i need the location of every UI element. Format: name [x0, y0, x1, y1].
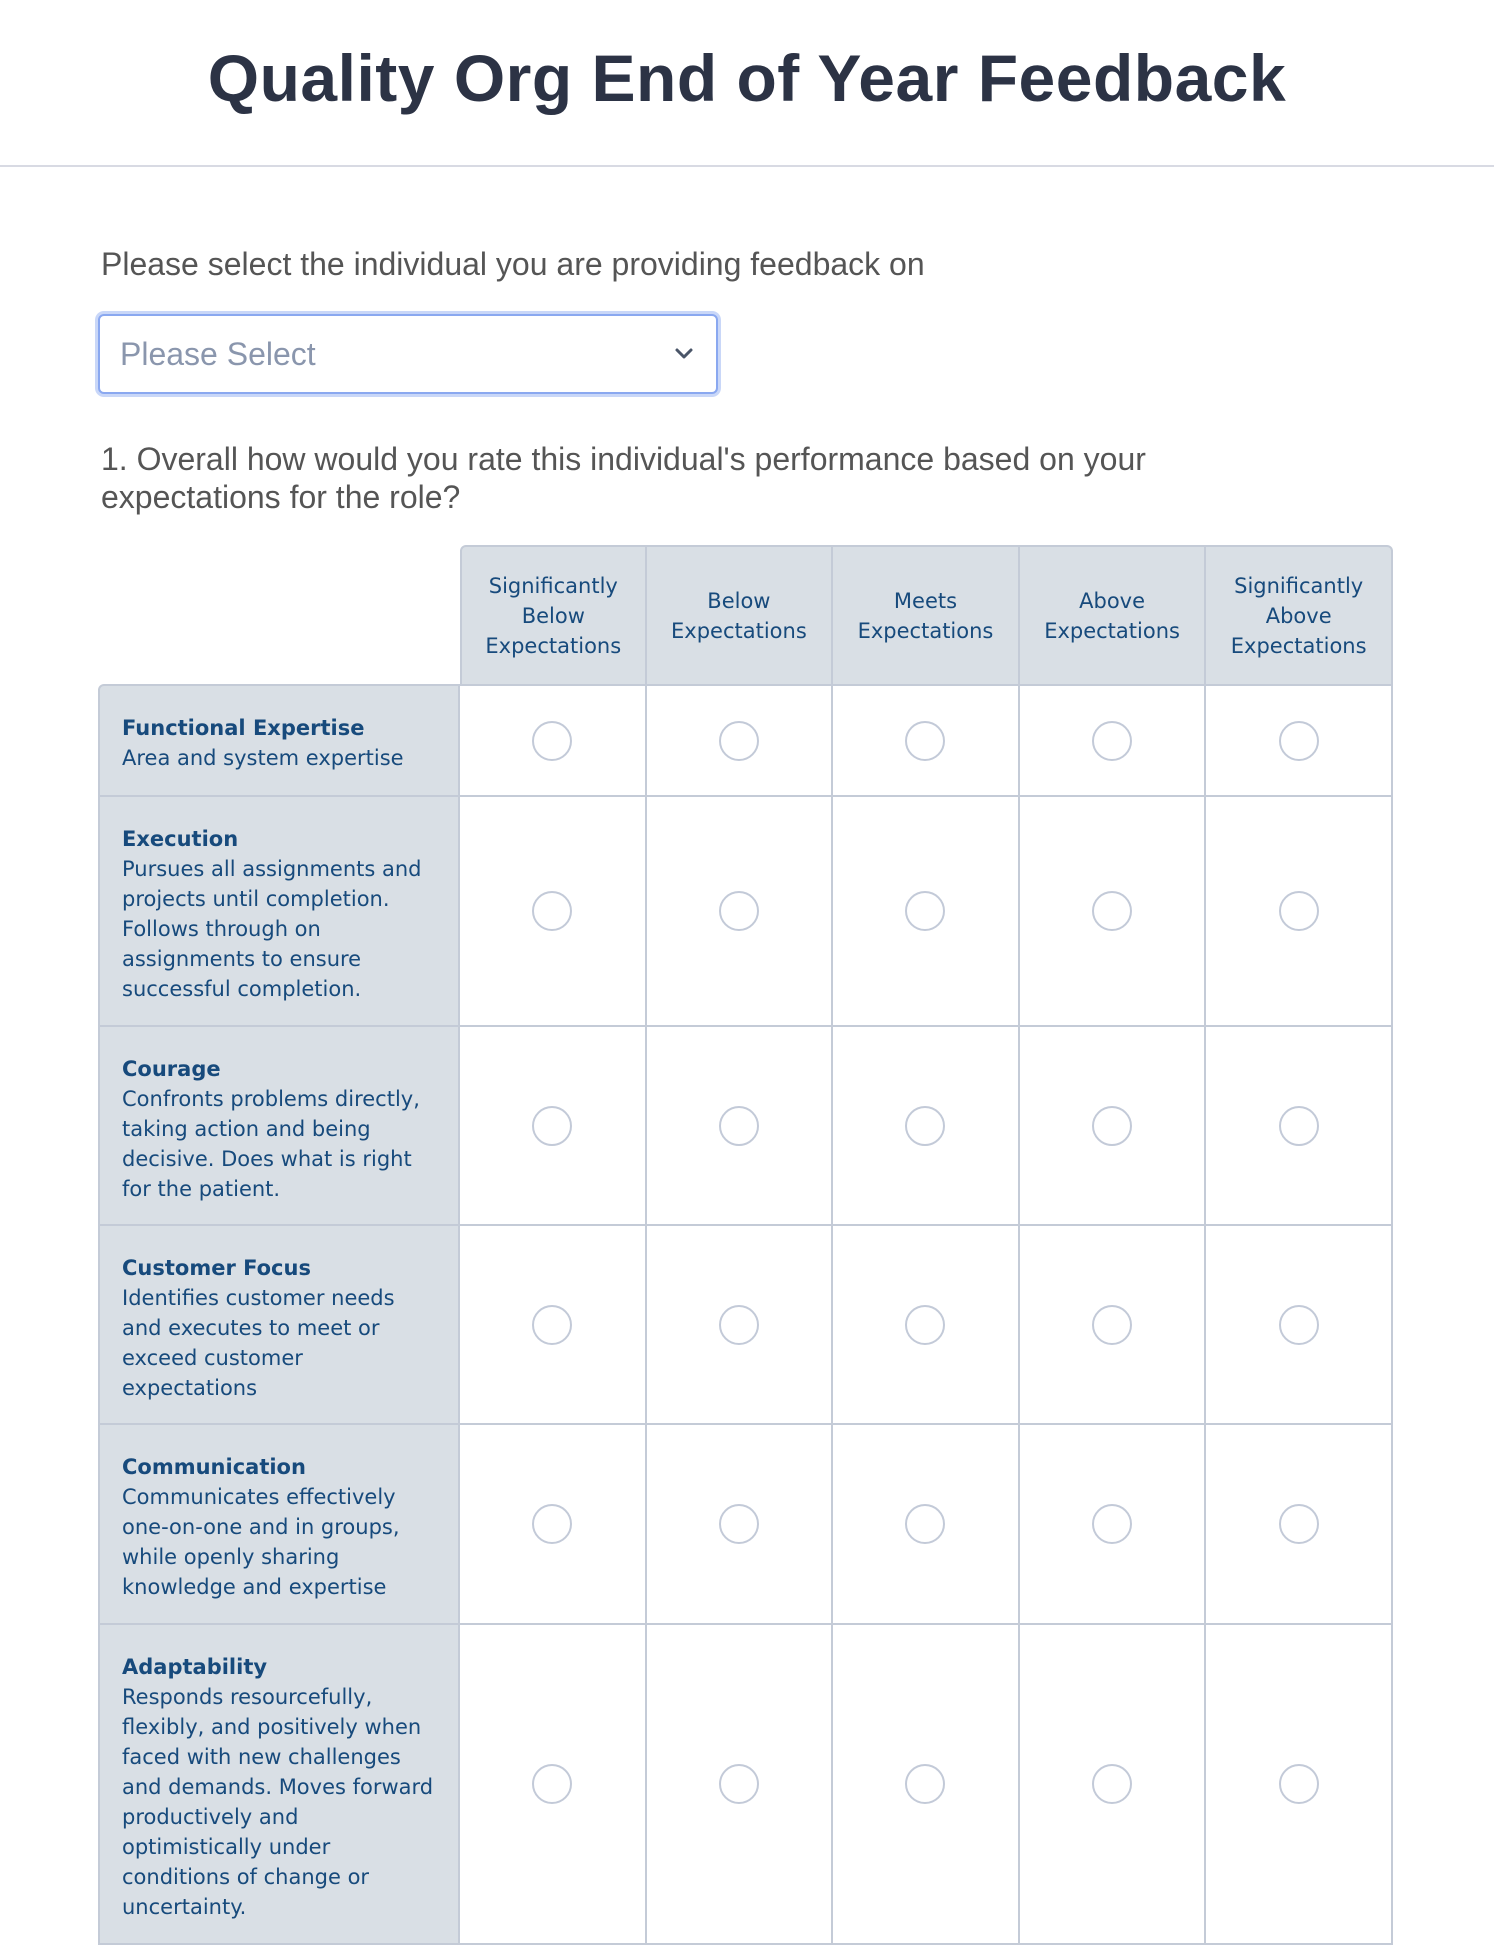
- matrix-body: [98, 686, 1393, 1945]
- matrix-row: [98, 1625, 1393, 1945]
- column-header: Significantly Below Expectations: [460, 545, 647, 686]
- row-description: Communicates effectively one-on-one and in groups, while openly sharing knowledge and expertise: [122, 1485, 400, 1599]
- rating-radio[interactable]: [905, 1504, 945, 1544]
- row-label: [98, 797, 460, 1027]
- matrix-row: [98, 797, 1393, 1027]
- question-1-text: 1. Overall how would you rate this individual's performance based on your expectations for the role?: [101, 441, 1146, 515]
- rating-radio[interactable]: [1092, 891, 1132, 931]
- rating-cell: [1020, 1425, 1207, 1625]
- rating-cell: [1020, 797, 1207, 1027]
- rating-radio[interactable]: [1092, 1764, 1132, 1804]
- rating-cell: [647, 686, 834, 797]
- matrix-row: [98, 1226, 1393, 1425]
- rating-cell: [1206, 797, 1393, 1027]
- row-label: [98, 1027, 460, 1226]
- row-title: Functional Expertise: [122, 716, 365, 740]
- rating-cell: [833, 1027, 1020, 1226]
- row-title: Adaptability: [122, 1655, 268, 1679]
- row-description: Confronts problems directly, taking action and being decisive. Does what is right for the patient.: [122, 1087, 420, 1201]
- matrix-row: [98, 1027, 1393, 1226]
- rating-radio[interactable]: [1279, 1106, 1319, 1146]
- rating-cell: [1206, 1625, 1393, 1945]
- row-title: Customer Focus: [122, 1256, 311, 1280]
- matrix-row: [98, 1425, 1393, 1625]
- rating-radio[interactable]: [719, 1504, 759, 1544]
- rating-radio[interactable]: [719, 891, 759, 931]
- row-label: [98, 1625, 460, 1945]
- rating-cell: [460, 686, 647, 797]
- row-label: [98, 1425, 460, 1625]
- individual-select-label: Please select the individual you are providing feedback on: [101, 246, 925, 282]
- row-label: [98, 1226, 460, 1425]
- rating-cell: [647, 1226, 834, 1425]
- row-description: Identifies customer needs and executes to meet or exceed customer expectations: [122, 1286, 395, 1400]
- rating-cell: [647, 1027, 834, 1226]
- rating-radio[interactable]: [1092, 1305, 1132, 1345]
- rating-cell: [647, 797, 834, 1027]
- row-title: Communication: [122, 1455, 306, 1479]
- rating-radio[interactable]: [1092, 1106, 1132, 1146]
- column-header: Above Expectations: [1020, 545, 1207, 686]
- rating-cell: [647, 1425, 834, 1625]
- rating-cell: [833, 1425, 1020, 1625]
- rating-radio[interactable]: [905, 891, 945, 931]
- rating-radio[interactable]: [1092, 721, 1132, 761]
- rating-radio[interactable]: [1279, 1504, 1319, 1544]
- rating-radio[interactable]: [532, 891, 572, 931]
- rating-radio[interactable]: [719, 1106, 759, 1146]
- rating-radio[interactable]: [905, 1106, 945, 1146]
- chevron-down-icon: [674, 344, 694, 364]
- rating-cell: [1206, 1226, 1393, 1425]
- rating-radio[interactable]: [532, 721, 572, 761]
- rating-cell: [460, 1027, 647, 1226]
- row-description: Pursues all assignments and projects until completion. Follows through on assignments to ensure successful completion.: [122, 857, 422, 1001]
- rating-radio[interactable]: [532, 1305, 572, 1345]
- rating-radio[interactable]: [1279, 1305, 1319, 1345]
- rating-radio[interactable]: [719, 721, 759, 761]
- row-title: Courage: [122, 1057, 221, 1081]
- rating-radio[interactable]: [905, 1764, 945, 1804]
- rating-cell: [1206, 686, 1393, 797]
- rating-cell: [460, 1226, 647, 1425]
- rating-cell: [1020, 686, 1207, 797]
- rating-cell: [833, 686, 1020, 797]
- rating-radio[interactable]: [905, 1305, 945, 1345]
- rating-radio[interactable]: [719, 1764, 759, 1804]
- matrix-header-row: [460, 545, 1393, 686]
- rating-radio[interactable]: [532, 1504, 572, 1544]
- rating-cell: [833, 1625, 1020, 1945]
- rating-cell: [833, 1226, 1020, 1425]
- rating-cell: [460, 1425, 647, 1625]
- form-header: [0, 0, 1494, 167]
- row-title: Execution: [122, 827, 239, 851]
- rating-cell: [1206, 1425, 1393, 1625]
- column-header: Meets Expectations: [833, 545, 1020, 686]
- rating-radio[interactable]: [532, 1764, 572, 1804]
- rating-cell: [1206, 1027, 1393, 1226]
- rating-radio[interactable]: [1279, 721, 1319, 761]
- rating-cell: [833, 797, 1020, 1027]
- rating-matrix: [98, 545, 1393, 1945]
- rating-cell: [1020, 1027, 1207, 1226]
- rating-radio[interactable]: [532, 1106, 572, 1146]
- matrix-row: [98, 686, 1393, 797]
- column-header: Significantly Above Expectations: [1206, 545, 1393, 686]
- rating-cell: [647, 1625, 834, 1945]
- rating-cell: [1020, 1625, 1207, 1945]
- rating-radio[interactable]: [905, 721, 945, 761]
- column-header: Below Expectations: [647, 545, 834, 686]
- rating-cell: [460, 1625, 647, 1945]
- rating-cell: [1020, 1226, 1207, 1425]
- rating-radio[interactable]: [1279, 1764, 1319, 1804]
- rating-radio[interactable]: [1092, 1504, 1132, 1544]
- rating-radio[interactable]: [719, 1305, 759, 1345]
- rating-radio[interactable]: [1279, 891, 1319, 931]
- dropdown-placeholder: Please Select: [120, 335, 316, 372]
- individual-dropdown[interactable]: [98, 314, 718, 394]
- row-label: [98, 684, 460, 797]
- row-description: Responds resourcefully, flexibly, and positively when faced with new challenges and demands. Moves forward productively and optimistically under conditions of change or uncertainty.: [122, 1685, 434, 1919]
- rating-cell: [460, 797, 647, 1027]
- row-description: Area and system expertise: [122, 746, 404, 770]
- form-title: Quality Org End of Year Feedback: [207, 40, 1287, 115]
